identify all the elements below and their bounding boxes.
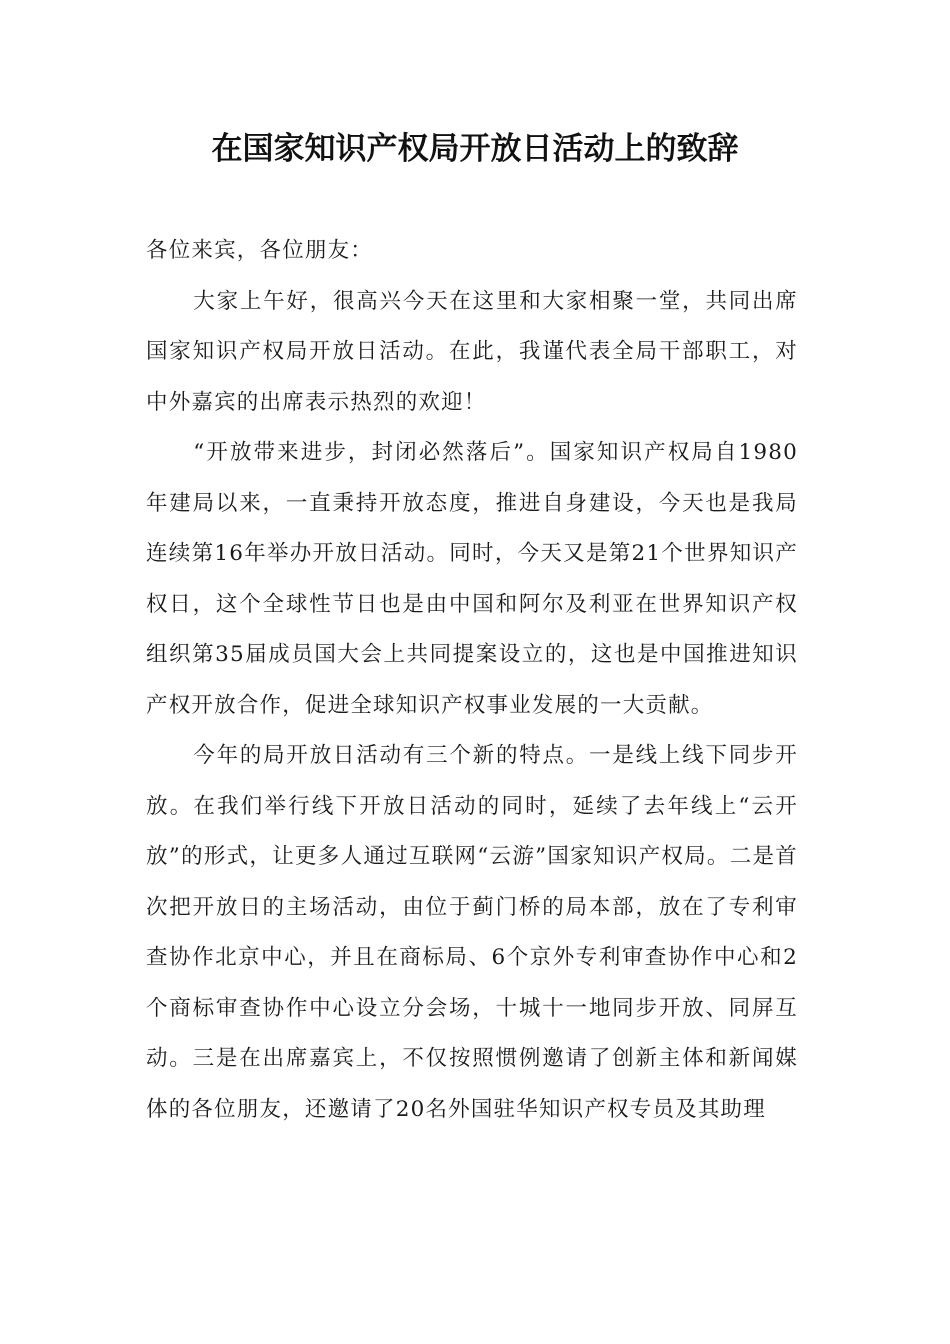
document-body	[146, 226, 798, 1135]
document-title: 在国家知识产权局开放日活动上的致辞	[211, 131, 739, 167]
paragraph-features: 今年的局开放日活动有三个新的特点。一是线上线下同步开放。在我们举行线下开放日活动的同时，延续了去年线上“云开放”的形式，让更多人通过互联网“云游”国家知识产权局。二是首次把开放日的主场活动，由位于蓟门桥的局本部，放在了专利审查协作北京中心，并且在商标局、6个京外专利审查协作中心和2个商标审查协作中心设立分会场，十城十一地同步开放、同屏互动。三是在出席嘉宾上，不仅按照惯例邀请了创新主体和新闻媒体的各位朋友，还邀请了20名外国驻华知识产权专员及其助理	[146, 743, 798, 1122]
salutation: 各位来宾，各位朋友：	[146, 238, 374, 263]
paragraph-welcome: 大家上午好，很高兴今天在这里和大家相聚一堂，共同出席国家知识产权局开放日活动。在此，我谨代表全局干部职工，对中外嘉宾的出席表示热烈的欢迎！	[146, 288, 798, 415]
paragraph-openness: “开放带来进步，封闭必然落后”。国家知识产权局自1980年建局以来，一直秉持开放态度，推进自身建设，今天也是我局连续第16年举办开放日活动。同时，今天又是第21个世界知识产权日，这个全球性节日也是由中国和阿尔及利亚在世界知识产权组织第35届成员国大会上共同提案设立的，这也是中国推进知识产权开放合作，促进全球知识产权事业发展的一大贡献。	[146, 440, 798, 718]
